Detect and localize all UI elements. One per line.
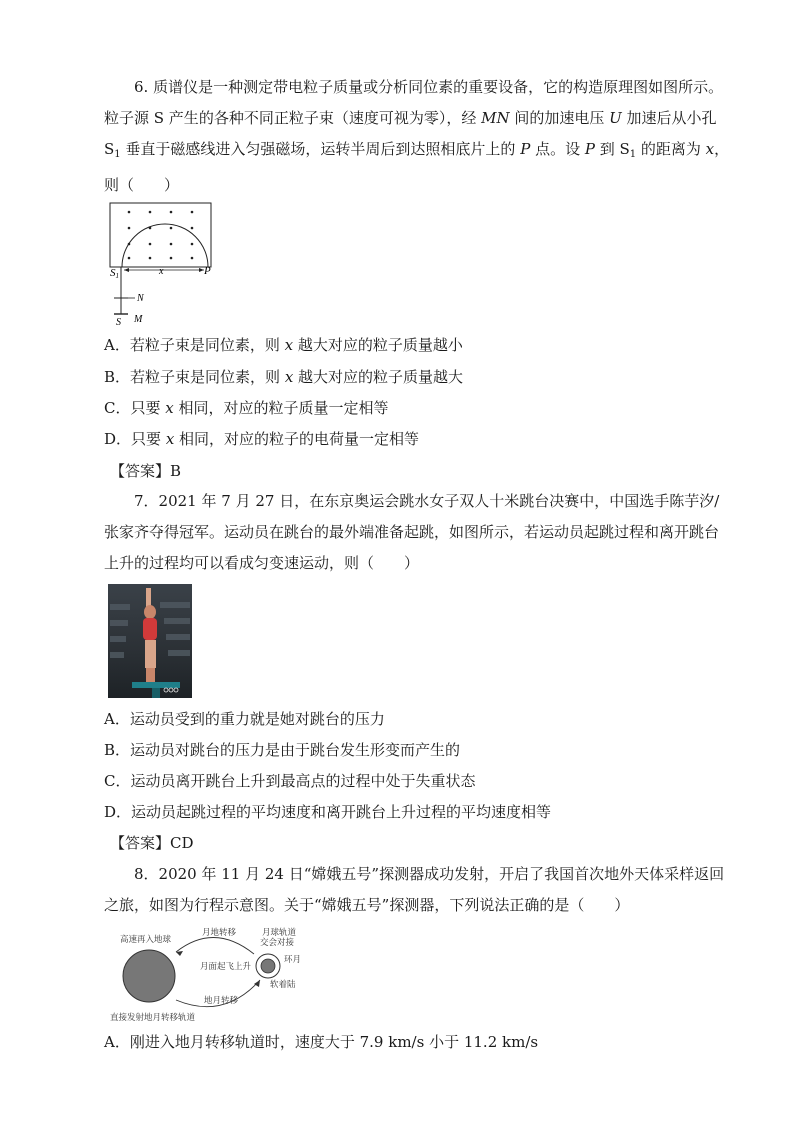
label-lunar-orbit-docking-1: 月球轨道: [262, 927, 297, 937]
earth-circle: [123, 950, 175, 1002]
label-lunar-orbiting: 环月: [284, 954, 302, 964]
q6-option-b: B．若粒子束是同位素，则 x 越大对应的粒子质量越大: [104, 368, 464, 386]
label-moon-earth-transfer: 月地转移: [202, 927, 237, 937]
q8-option-a: A．刚进入地月转移轨道时，速度大于 7.9 km/s 小于 11.2 km/s: [104, 1033, 539, 1051]
label-m: M: [134, 314, 143, 325]
label-direct-launch: 直接发射地月转移轨道: [110, 1012, 196, 1022]
q6-option-d: D．只要 x 相同，对应的粒子的电荷量一定相等: [104, 430, 420, 448]
q7-stem: 7．2021 年 7 月 27 日，在东京奥运会跳水女子双人十米跳台决赛中，中国选手陈芋汐/张家齐夺得冠军。运动员在跳台的最外端准备起跳，如图所示，若运动员起跳过程和离开跳台上升的过程均可以看成匀变速运动，则（ ）: [104, 492, 720, 572]
label-lunar-ascent: 月面起飞上升: [200, 961, 252, 971]
label-s: S: [116, 317, 121, 328]
q6-answer: 【答案】B: [110, 462, 182, 480]
label-s1: S1: [110, 267, 119, 280]
q7-option-d: D．运动员起跳过程的平均速度和离开跳台上升过程的平均速度相等: [104, 803, 552, 821]
q6-mass-spectrometer-figure: [100, 196, 222, 328]
label-p: P: [204, 265, 211, 277]
q6-option-c: C．只要 x 相同，对应的粒子质量一定相等: [104, 399, 389, 417]
q7-answer: 【答案】CD: [110, 834, 194, 852]
q8-chang-e-5-trajectory-figure: [104, 924, 314, 1024]
label-x: x: [159, 266, 164, 277]
q6-option-a: A．若粒子束是同位素，则 x 越大对应的粒子质量越小: [104, 336, 463, 354]
q7-option-a: A．运动员受到的重力就是她对跳台的压力: [104, 710, 385, 728]
label-soft-landing: 软着陆: [270, 979, 296, 989]
field-dots: [128, 211, 194, 260]
moon-circle: [261, 959, 275, 973]
q6-stem: 6. 质谱仪是一种测定带电粒子质量或分析同位素的重要设备，它的构造原理图如图所示。粒子源 S 产生的各种不同正粒子束（速度可视为零），经 MN 间的加速电压 U 加速后从小孔 $S_1$ 垂直于磁感线进入匀强磁场，运转半周后到达照相底片上的 P 点。设 P 到 $S_1$ 的距离为 x，则（ ）: [104, 78, 730, 194]
label-earth-moon-transfer: 地月转移: [204, 995, 239, 1005]
label-n: N: [137, 293, 144, 304]
particle-trajectory: [122, 224, 208, 267]
q7-option-b: B．运动员对跳台的压力是由于跳台发生形变而产生的: [104, 741, 461, 759]
q7-diving-photo: [108, 584, 192, 698]
q7-option-c: C．运动员离开跳台上升到最高点的过程中处于失重状态: [104, 772, 476, 790]
label-lunar-orbit-docking-2: 交会对接: [260, 937, 295, 947]
q8-stem: 8．2020 年 11 月 24 日“嫦娥五号”探测器成功发射，开启了我国首次地外天体采样返回之旅，如图为行程示意图。关于“嫦娥五号”探测器，下列说法正确的是（ ）: [104, 865, 725, 914]
label-reentry: 高速再入地球: [120, 934, 172, 944]
magnetic-field-box: [110, 203, 211, 267]
